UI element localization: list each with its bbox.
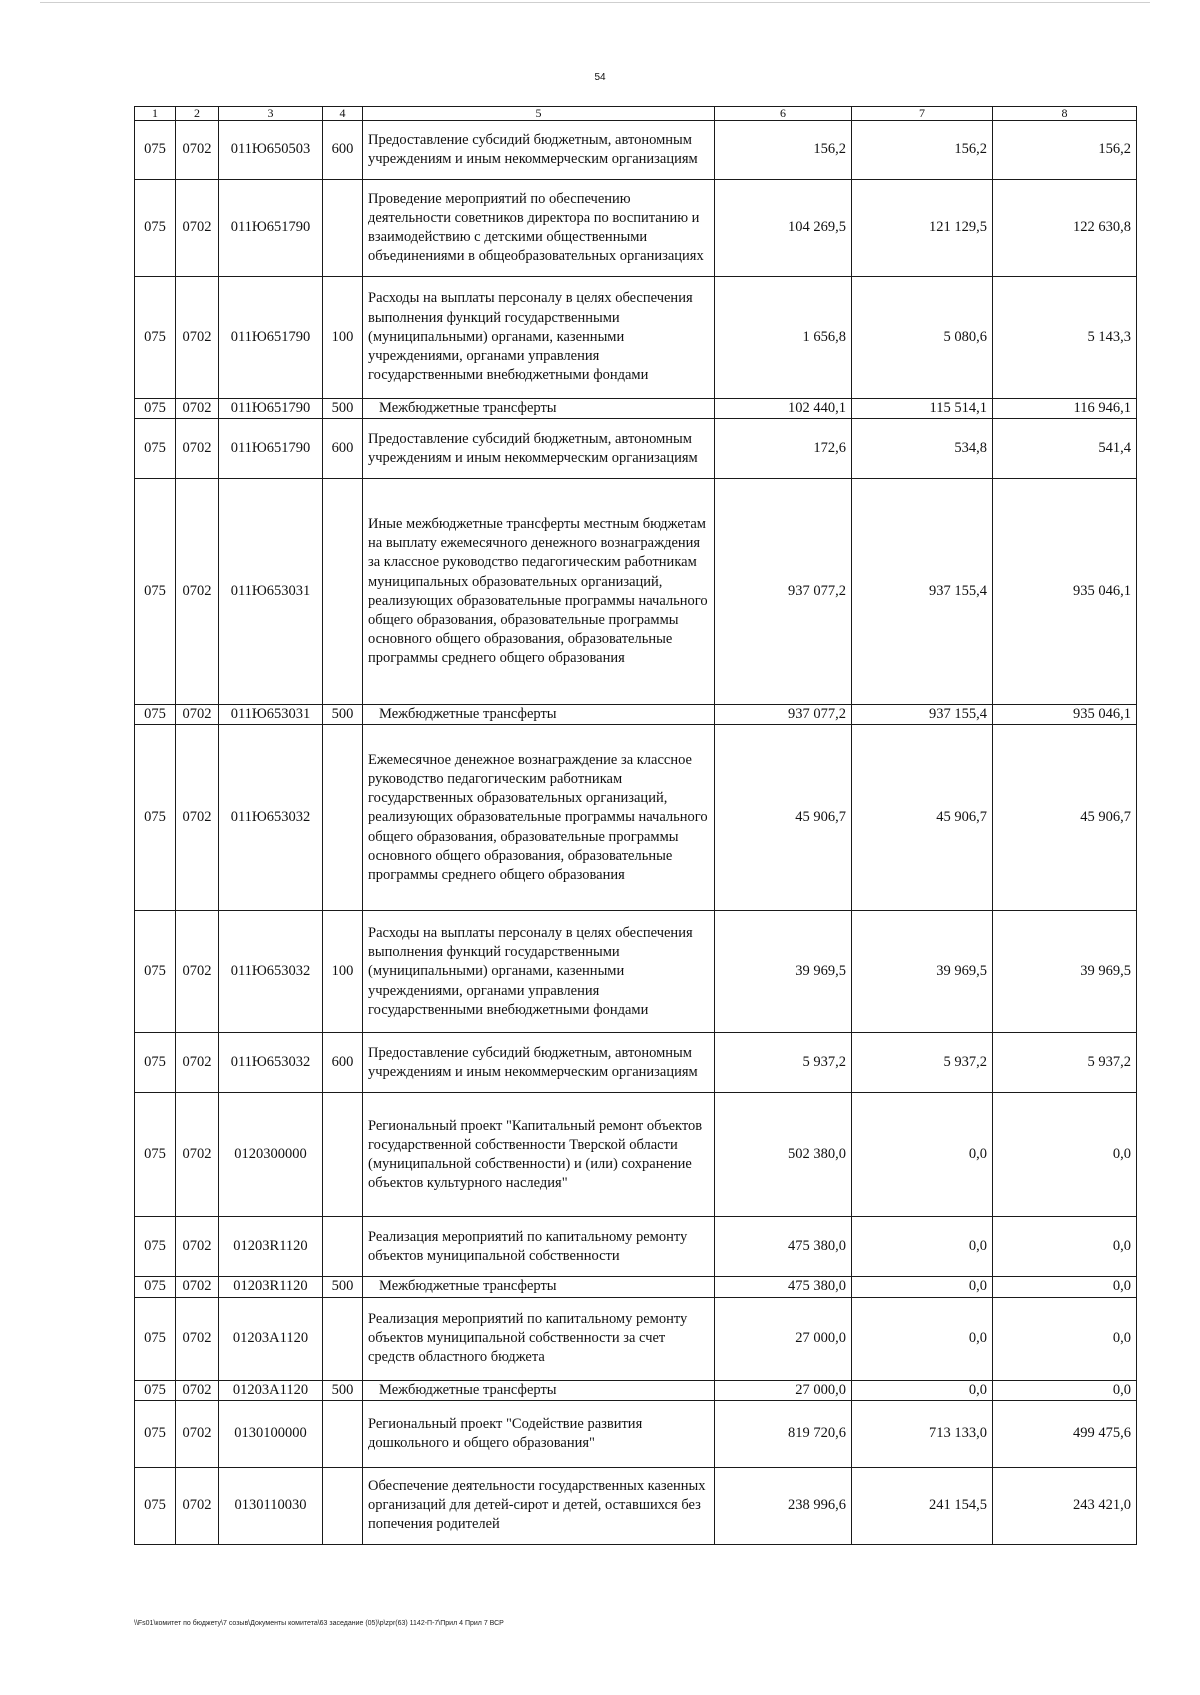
section-code: 0702	[176, 1217, 219, 1277]
amount-year-3: 156,2	[993, 121, 1137, 180]
table-row	[135, 911, 1137, 1033]
ministry-code: 075	[135, 1297, 176, 1380]
amount-year-1: 238 996,6	[715, 1467, 852, 1544]
amount-year-2: 713 133,0	[852, 1400, 993, 1467]
column-header: 4	[323, 107, 363, 121]
row-description: Межбюджетные трансферты	[363, 1277, 715, 1297]
table-row	[135, 1380, 1137, 1400]
section-code: 0702	[176, 1277, 219, 1297]
amount-year-2: 5 080,6	[852, 277, 993, 399]
amount-year-1: 156,2	[715, 121, 852, 180]
amount-year-1: 102 440,1	[715, 399, 852, 419]
target-article-code: 011Ю653032	[219, 1033, 323, 1093]
amount-year-1: 45 906,7	[715, 725, 852, 911]
amount-year-1: 172,6	[715, 419, 852, 479]
expense-type-code: 600	[323, 419, 363, 479]
target-article-code: 011Ю653031	[219, 479, 323, 705]
expense-type-code: 500	[323, 1380, 363, 1400]
ministry-code: 075	[135, 399, 176, 419]
amount-year-1: 502 380,0	[715, 1093, 852, 1217]
amount-year-1: 937 077,2	[715, 705, 852, 725]
section-code: 0702	[176, 1467, 219, 1544]
amount-year-1: 1 656,8	[715, 277, 852, 399]
amount-year-1: 475 380,0	[715, 1217, 852, 1277]
amount-year-3: 935 046,1	[993, 479, 1137, 705]
table-row	[135, 1400, 1137, 1467]
expense-type-code	[323, 1217, 363, 1277]
row-description: Предоставление субсидий бюджетным, автономным учреждениям и иным некоммерческим организациям	[363, 1033, 715, 1093]
section-code: 0702	[176, 1297, 219, 1380]
target-article-code: 011Ю653031	[219, 705, 323, 725]
amount-year-2: 937 155,4	[852, 705, 993, 725]
section-code: 0702	[176, 1093, 219, 1217]
expense-type-code: 100	[323, 911, 363, 1033]
amount-year-1: 27 000,0	[715, 1297, 852, 1380]
table-row	[135, 180, 1137, 277]
table-row	[135, 1033, 1137, 1093]
table-row	[135, 277, 1137, 399]
ministry-code: 075	[135, 1400, 176, 1467]
table-row	[135, 1093, 1137, 1217]
target-article-code: 0130110030	[219, 1467, 323, 1544]
row-description: Ежемесячное денежное вознаграждение за классное руководство педагогическим работникам государственных образовательных организаций, реализующих образовательные программы начального общего образования, образовательные программы основного общего образования, образовательные программы среднего общего образования	[363, 725, 715, 911]
section-code: 0702	[176, 121, 219, 180]
section-code: 0702	[176, 1400, 219, 1467]
row-description: Предоставление субсидий бюджетным, автономным учреждениям и иным некоммерческим организациям	[363, 419, 715, 479]
page-number: 54	[594, 72, 606, 83]
ministry-code: 075	[135, 419, 176, 479]
ministry-code: 075	[135, 1093, 176, 1217]
section-code: 0702	[176, 419, 219, 479]
column-header: 8	[993, 107, 1137, 121]
amount-year-1: 5 937,2	[715, 1033, 852, 1093]
amount-year-2: 241 154,5	[852, 1467, 993, 1544]
amount-year-3: 0,0	[993, 1093, 1137, 1217]
table-row	[135, 121, 1137, 180]
table-row	[135, 1277, 1137, 1297]
column-header: 7	[852, 107, 993, 121]
table-row	[135, 479, 1137, 705]
ministry-code: 075	[135, 725, 176, 911]
amount-year-2: 534,8	[852, 419, 993, 479]
amount-year-1: 819 720,6	[715, 1400, 852, 1467]
ministry-code: 075	[135, 121, 176, 180]
amount-year-2: 0,0	[852, 1297, 993, 1380]
amount-year-1: 39 969,5	[715, 911, 852, 1033]
file-path-footer: \\Fs01\комитет по бюджету\7 созыв\Документы комитета\63 заседание (05)\p\zpr(63) 1142-П-7\Прил 4 Прил 7 ВСР	[134, 1620, 504, 1627]
section-code: 0702	[176, 180, 219, 277]
target-article-code: 011Ю653032	[219, 725, 323, 911]
amount-year-1: 104 269,5	[715, 180, 852, 277]
row-description: Реализация мероприятий по капитальному ремонту объектов муниципальной собственности	[363, 1217, 715, 1277]
amount-year-2: 115 514,1	[852, 399, 993, 419]
table-row	[135, 705, 1137, 725]
ministry-code: 075	[135, 1217, 176, 1277]
amount-year-3: 243 421,0	[993, 1467, 1137, 1544]
target-article-code: 011Ю651790	[219, 277, 323, 399]
row-description: Межбюджетные трансферты	[363, 705, 715, 725]
table-row	[135, 1297, 1137, 1380]
column-header: 2	[176, 107, 219, 121]
target-article-code: 0130100000	[219, 1400, 323, 1467]
amount-year-3: 5 937,2	[993, 1033, 1137, 1093]
amount-year-3: 45 906,7	[993, 725, 1137, 911]
amount-year-3: 5 143,3	[993, 277, 1137, 399]
amount-year-2: 937 155,4	[852, 479, 993, 705]
target-article-code: 0120300000	[219, 1093, 323, 1217]
ministry-code: 075	[135, 277, 176, 399]
expense-type-code: 500	[323, 705, 363, 725]
expense-type-code	[323, 1467, 363, 1544]
target-article-code: 01203R1120	[219, 1217, 323, 1277]
column-header: 5	[363, 107, 715, 121]
expense-type-code	[323, 180, 363, 277]
amount-year-1: 27 000,0	[715, 1380, 852, 1400]
amount-year-3: 122 630,8	[993, 180, 1137, 277]
target-article-code: 01203A1120	[219, 1297, 323, 1380]
section-code: 0702	[176, 1380, 219, 1400]
table-row	[135, 1217, 1137, 1277]
row-description: Проведение мероприятий по обеспечению деятельности советников директора по воспитанию и взаимодействию с детскими общественными объединениями в общеобразовательных организациях	[363, 180, 715, 277]
section-code: 0702	[176, 1033, 219, 1093]
ministry-code: 075	[135, 705, 176, 725]
target-article-code: 011Ю651790	[219, 180, 323, 277]
row-description: Межбюджетные трансферты	[363, 1380, 715, 1400]
column-header: 6	[715, 107, 852, 121]
row-description: Расходы на выплаты персоналу в целях обеспечения выполнения функций государственными (муниципальными) органами, казенными учреждениями, органами управления государственными внебюджетными фондами	[363, 277, 715, 399]
row-description: Межбюджетные трансферты	[363, 399, 715, 419]
row-description: Реализация мероприятий по капитальному ремонту объектов муниципальной собственности за счет средств областного бюджета	[363, 1297, 715, 1380]
budget-table	[134, 106, 1137, 1545]
target-article-code: 011Ю651790	[219, 399, 323, 419]
amount-year-3: 935 046,1	[993, 705, 1137, 725]
amount-year-3: 0,0	[993, 1217, 1137, 1277]
expense-type-code	[323, 1093, 363, 1217]
amount-year-3: 39 969,5	[993, 911, 1137, 1033]
column-header: 3	[219, 107, 323, 121]
target-article-code: 01203R1120	[219, 1277, 323, 1297]
amount-year-3: 0,0	[993, 1380, 1137, 1400]
ministry-code: 075	[135, 1033, 176, 1093]
row-description: Обеспечение деятельности государственных казенных организаций для детей-сирот и детей, оставшихся без попечения родителей	[363, 1467, 715, 1544]
amount-year-3: 0,0	[993, 1277, 1137, 1297]
expense-type-code: 600	[323, 121, 363, 180]
amount-year-2: 156,2	[852, 121, 993, 180]
target-article-code: 011Ю653032	[219, 911, 323, 1033]
expense-type-code: 100	[323, 277, 363, 399]
expense-type-code	[323, 1400, 363, 1467]
expense-type-code	[323, 1297, 363, 1380]
amount-year-2: 121 129,5	[852, 180, 993, 277]
column-number-row	[135, 107, 1137, 121]
amount-year-3: 0,0	[993, 1297, 1137, 1380]
section-code: 0702	[176, 277, 219, 399]
section-code: 0702	[176, 705, 219, 725]
row-description: Расходы на выплаты персоналу в целях обеспечения выполнения функций государственными (муниципальными) органами, казенными учреждениями, органами управления государственными внебюджетными фондами	[363, 911, 715, 1033]
expense-type-code: 500	[323, 399, 363, 419]
ministry-code: 075	[135, 180, 176, 277]
target-article-code: 01203A1120	[219, 1380, 323, 1400]
table-row	[135, 1467, 1137, 1544]
ministry-code: 075	[135, 911, 176, 1033]
amount-year-3: 541,4	[993, 419, 1137, 479]
expense-type-code: 600	[323, 1033, 363, 1093]
column-header: 1	[135, 107, 176, 121]
target-article-code: 011Ю650503	[219, 121, 323, 180]
section-code: 0702	[176, 399, 219, 419]
amount-year-1: 475 380,0	[715, 1277, 852, 1297]
section-code: 0702	[176, 911, 219, 1033]
amount-year-2: 5 937,2	[852, 1033, 993, 1093]
row-description: Региональный проект "Капитальный ремонт объектов государственной собственности Тверской области (муниципальной собственности) и (или) сохранение объектов культурного наследия"	[363, 1093, 715, 1217]
amount-year-2: 0,0	[852, 1217, 993, 1277]
amount-year-2: 0,0	[852, 1093, 993, 1217]
table-row	[135, 419, 1137, 479]
row-description: Предоставление субсидий бюджетным, автономным учреждениям и иным некоммерческим организациям	[363, 121, 715, 180]
table-row	[135, 725, 1137, 911]
ministry-code: 075	[135, 1467, 176, 1544]
table-row	[135, 399, 1137, 419]
target-article-code: 011Ю651790	[219, 419, 323, 479]
row-description: Региональный проект "Содействие развития дошкольного и общего образования"	[363, 1400, 715, 1467]
section-code: 0702	[176, 479, 219, 705]
amount-year-3: 499 475,6	[993, 1400, 1137, 1467]
row-description: Иные межбюджетные трансферты местным бюджетам на выплату ежемесячного денежного вознаграждения за классное руководство педагогическим работникам муниципальных образовательных организаций, реализующих образовательные программы начального общего образования, образовательные программы основного общего образования, образовательные программы среднего общего образования	[363, 479, 715, 705]
ministry-code: 075	[135, 1277, 176, 1297]
amount-year-2: 45 906,7	[852, 725, 993, 911]
expense-type-code	[323, 725, 363, 911]
top-edge-line	[40, 2, 1150, 3]
expense-type-code	[323, 479, 363, 705]
amount-year-3: 116 946,1	[993, 399, 1137, 419]
ministry-code: 075	[135, 479, 176, 705]
ministry-code: 075	[135, 1380, 176, 1400]
section-code: 0702	[176, 725, 219, 911]
amount-year-2: 0,0	[852, 1380, 993, 1400]
amount-year-2: 39 969,5	[852, 911, 993, 1033]
amount-year-1: 937 077,2	[715, 479, 852, 705]
amount-year-2: 0,0	[852, 1277, 993, 1297]
expense-type-code: 500	[323, 1277, 363, 1297]
